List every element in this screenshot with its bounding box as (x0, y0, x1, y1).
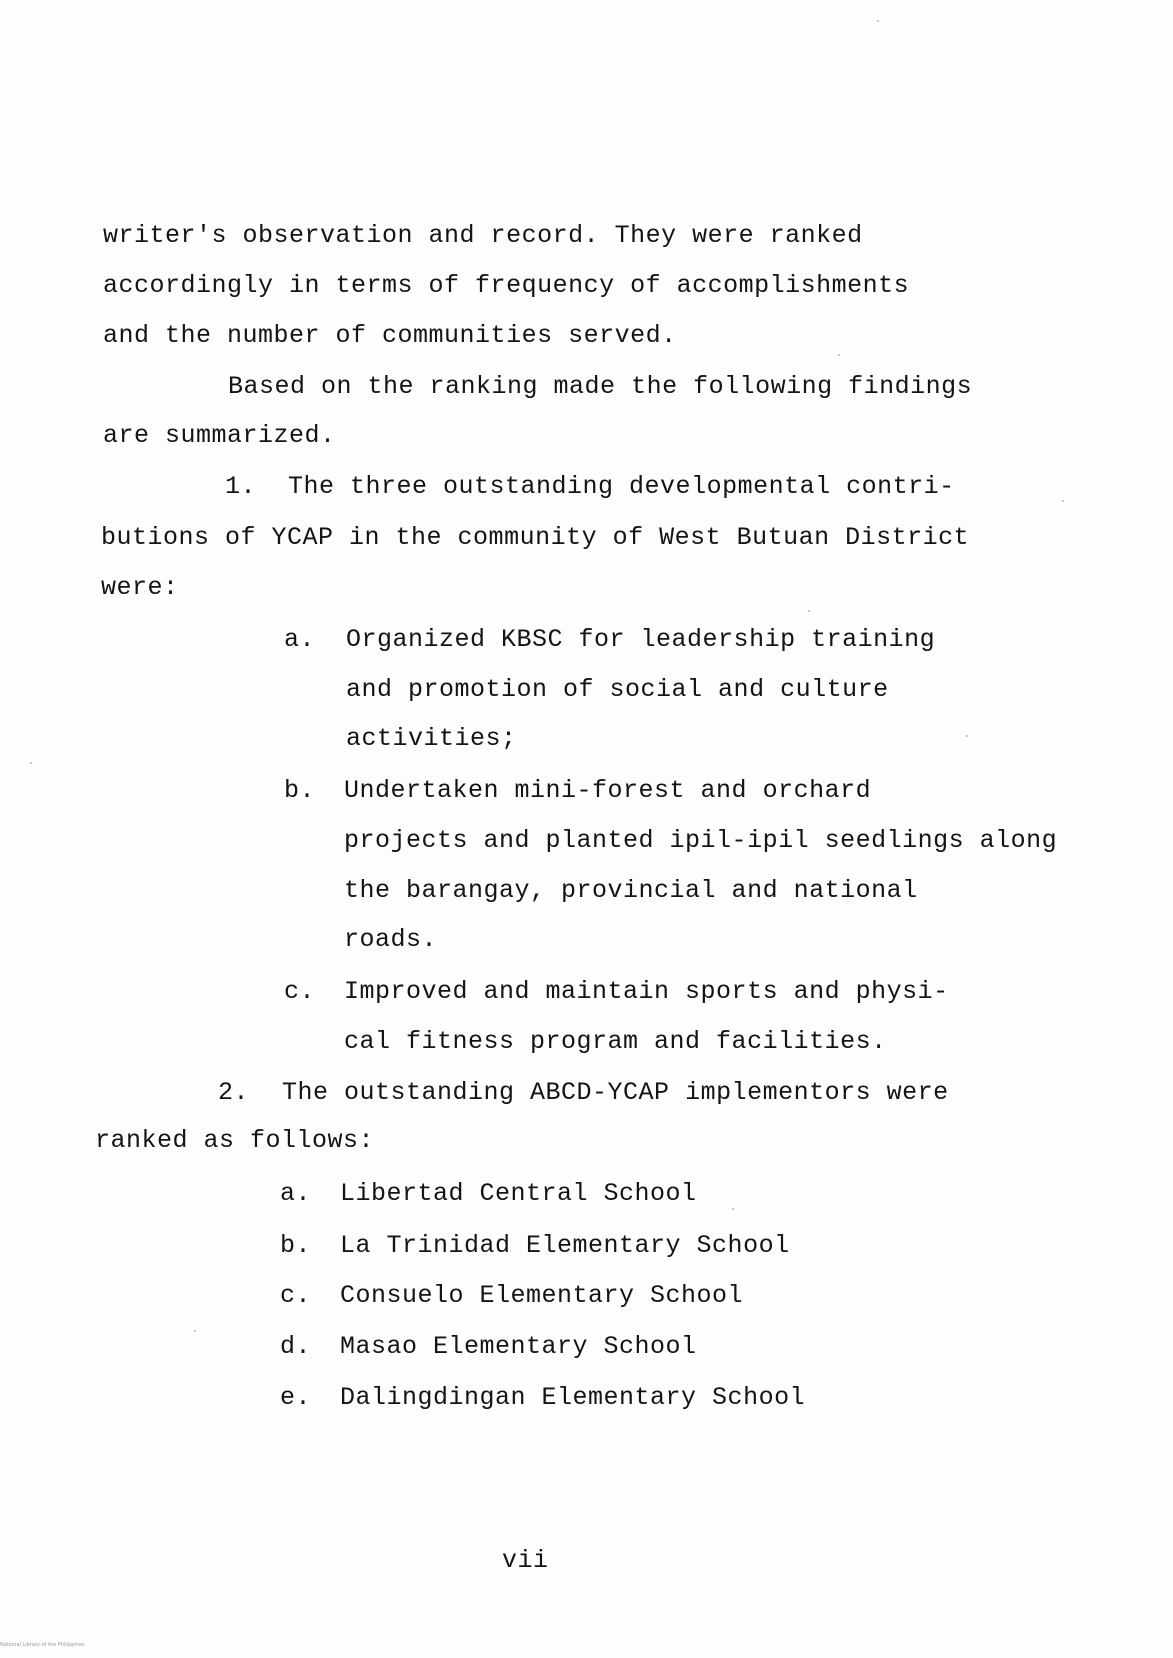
finding2-item-c-text: Consuelo Elementary School (340, 1281, 744, 1310)
finding1-item-a-line-2: and promotion of social and culture (346, 675, 889, 704)
finding1-item-b-line-1: Undertaken mini-forest and orchard (344, 776, 872, 805)
scan-speck (732, 1208, 734, 1210)
finding2-line-2: ranked as follows: (95, 1126, 375, 1155)
finding1-line-1: The three outstanding developmental contri- (288, 472, 955, 501)
paragraph1-line-2: accordingly in terms of frequency of accomplishments (103, 271, 910, 300)
scan-speck (30, 762, 32, 764)
finding1-item-a-letter: a. (284, 625, 316, 654)
footer-watermark: National Library of the Philippines (0, 1642, 85, 1648)
finding1-item-b-line-3: the barangay, provincial and national (344, 876, 918, 905)
finding2-item-b-letter: b. (280, 1231, 312, 1260)
finding1-item-b-letter: b. (284, 776, 316, 805)
finding1-number: 1. (225, 472, 257, 501)
finding1-item-a-line-3: activities; (346, 724, 517, 753)
scan-speck (194, 1330, 196, 1332)
paragraph1-line-1: writer's observation and record. They were ranked (103, 221, 863, 250)
finding1-item-c-line-2: cal fitness program and facilities. (344, 1027, 887, 1056)
finding2-item-e-text: Dalingdingan Elementary School (340, 1383, 806, 1412)
scan-speck (808, 610, 810, 612)
finding1-item-c-line-1: Improved and maintain sports and physi- (344, 977, 949, 1006)
scan-speck (877, 20, 879, 22)
finding2-item-a-letter: a. (280, 1179, 312, 1208)
finding2-item-b-text: La Trinidad Elementary School (340, 1231, 790, 1260)
finding2-number: 2. (218, 1078, 250, 1107)
finding2-item-d-letter: d. (280, 1332, 312, 1361)
paragraph2-line-1: Based on the ranking made the following findings (228, 372, 973, 401)
finding1-line-3: were: (101, 573, 179, 602)
scan-speck (1062, 500, 1064, 502)
paragraph2-line-2: are summarized. (103, 421, 336, 450)
finding1-item-a-line-1: Organized KBSC for leadership training (346, 625, 936, 654)
finding2-item-c-letter: c. (280, 1281, 312, 1310)
page-number: vii (502, 1546, 549, 1575)
finding1-line-2: butions of YCAP in the community of West Butuan District (101, 523, 970, 552)
scan-speck (966, 735, 968, 737)
finding2-item-d-text: Masao Elementary School (340, 1332, 697, 1361)
finding1-item-b-line-2: projects and planted ipil-ipil seedlings along (344, 826, 1058, 855)
paragraph1-line-3: and the number of communities served. (103, 321, 677, 350)
finding2-item-e-letter: e. (280, 1383, 312, 1412)
finding2-line-1: The outstanding ABCD-YCAP implementors were (282, 1078, 949, 1107)
finding1-item-b-line-4: roads. (344, 925, 438, 954)
finding2-item-a-text: Libertad Central School (340, 1179, 697, 1208)
finding1-item-c-letter: c. (284, 977, 316, 1006)
scan-speck (838, 354, 840, 356)
